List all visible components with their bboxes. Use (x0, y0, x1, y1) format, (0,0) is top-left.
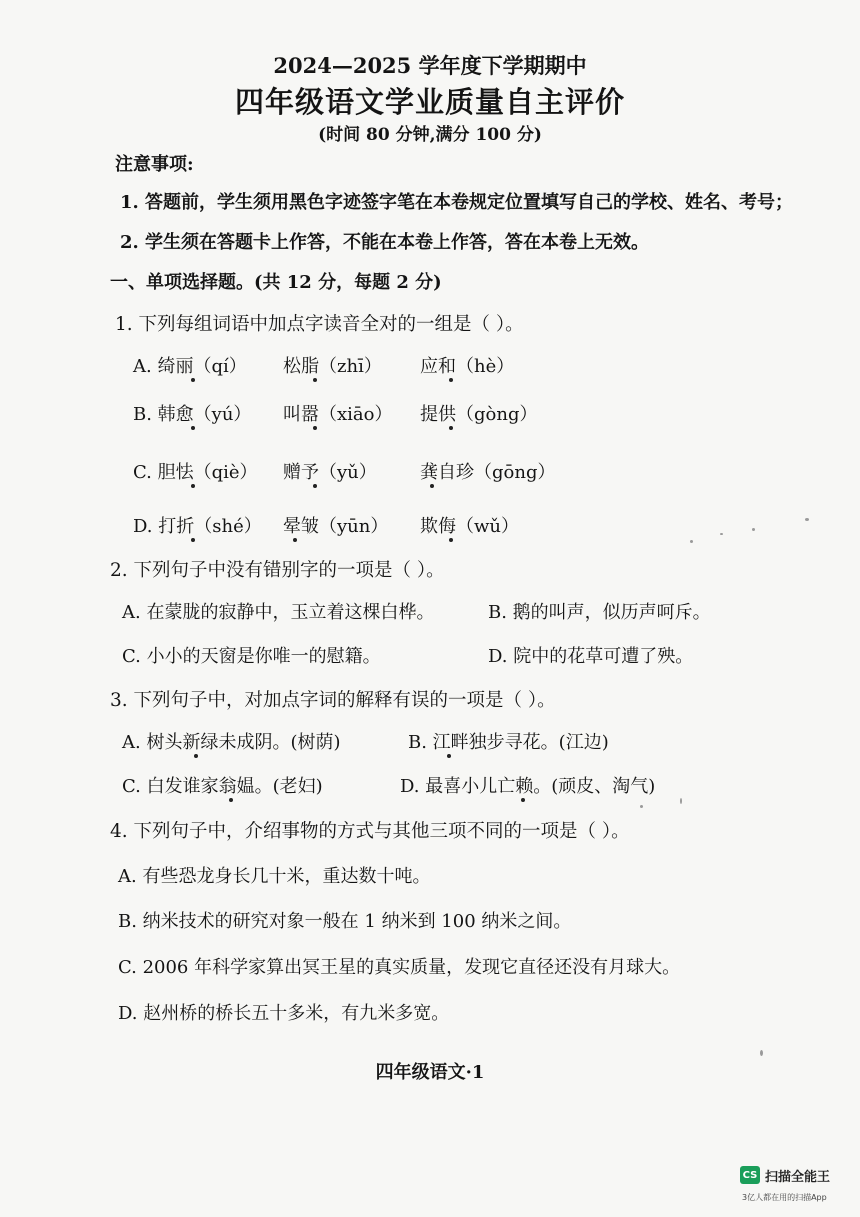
emphasis-dot (191, 484, 195, 488)
emphasis-dot (430, 484, 434, 488)
scanner-brand: 扫描全能王 (765, 1170, 831, 1185)
q1-option-c-word-3: 龚自珍（gōng） (420, 462, 556, 483)
question-stem-2: 2. 下列句子中没有错别字的一项是（ ）。 (110, 560, 445, 581)
notes-heading: 注意事项: (115, 154, 194, 175)
q1-option-d-word-2: 晕皱（yūn） (283, 516, 389, 537)
emphasis-dot (293, 538, 297, 542)
q2-option-d: D. 院中的花草可遭了殃。 (488, 646, 694, 667)
emphasis-dot (191, 538, 195, 542)
q4-option-c: C. 2006 年科学家算出冥王星的真实质量，发现它直径还没有月球大。 (118, 957, 681, 978)
q1-option-b-word-3: 提供（gòng） (420, 404, 538, 425)
q4-option-d: D. 赵州桥的桥长五十多米，有九米多宽。 (118, 1003, 450, 1024)
question-stem-3: 3. 下列句子中，对加点字词的解释有误的一项是（ ）。 (110, 690, 556, 711)
note-item-2: 2. 学生须在答题卡上作答，不能在本卷上作答，答在本卷上无效。 (120, 232, 650, 253)
q2-option-b: B. 鹅的叫声，似历声呵斥。 (488, 602, 711, 623)
emphasis-dot (449, 378, 453, 382)
question-stem-1: 1. 下列每组词语中加点字读音全对的一组是（ ）。 (115, 314, 524, 335)
emphasis-dot (191, 378, 195, 382)
scan-speck (752, 528, 755, 531)
emphasis-dot (313, 426, 317, 430)
q2-option-a: A. 在蒙胧的寂静中，玉立着这棵白桦。 (122, 602, 435, 623)
scan-speck (760, 1050, 763, 1056)
q3-option-c: C. 白发谁家翁媪。(老妇) (122, 776, 323, 797)
emphasis-dot (229, 798, 233, 802)
exam-title: 四年级语文学业质量自主评价 (234, 85, 625, 119)
emphasis-dot (194, 754, 198, 758)
scanner-tagline: 3亿人都在用的扫描App (742, 1193, 827, 1202)
emphasis-dot (449, 538, 453, 542)
note-item-1: 1. 答题前，学生须用黑色字迹签字笔在本卷规定位置填写自己的学校、姓名、考号； (120, 192, 794, 213)
q1-option-a-word-2: 松脂（zhī） (283, 356, 382, 377)
emphasis-dot (313, 484, 317, 488)
emphasis-dot (313, 378, 317, 382)
scan-speck (690, 540, 693, 543)
scan-speck (720, 533, 723, 535)
scan-speck (680, 798, 682, 804)
q4-option-a: A. 有些恐龙身长几十米，重达数十吨。 (118, 866, 431, 887)
scanner-logo-icon: CS (740, 1166, 760, 1184)
q3-option-d: D. 最喜小儿亡赖。(顽皮、淘气) (400, 776, 656, 797)
q2-option-c: C. 小小的天窗是你唯一的慰籍。 (122, 646, 381, 667)
exam-school-year: 2024—2025 学年度下学期期中 (273, 53, 587, 78)
section-heading: 一、单项选择题。(共 12 分，每题 2 分) (110, 272, 442, 293)
question-stem-4: 4. 下列句子中，介绍事物的方式与其他三项不同的一项是（ ）。 (110, 821, 630, 842)
q3-option-a: A. 树头新绿未成阴。(树荫) (122, 732, 341, 753)
q1-option-b-word-1: B. 韩愈（yú） (133, 404, 252, 425)
q1-option-b-word-2: 叫嚣（xiāo） (283, 404, 393, 425)
scan-speck (805, 518, 809, 521)
q3-option-b: B. 江畔独步寻花。(江边) (408, 732, 609, 753)
emphasis-dot (521, 798, 525, 802)
q1-option-d-word-1: D. 打折（shé） (133, 516, 262, 537)
page-footer: 四年级语文·1 (375, 1062, 485, 1083)
q1-option-c-word-1: C. 胆怯（qiè） (133, 462, 258, 483)
exam-time-info: (时间 80 分钟,满分 100 分) (318, 125, 542, 145)
emphasis-dot (447, 754, 451, 758)
q1-option-a-word-1: A. 绮丽（qí） (133, 356, 247, 377)
q1-option-a-word-3: 应和（hè） (420, 356, 515, 377)
q4-option-b: B. 纳米技术的研究对象一般在 1 纳米到 100 纳米之间。 (118, 911, 572, 932)
scan-speck (640, 805, 643, 808)
q1-option-c-word-2: 赠予（yǔ） (283, 462, 377, 483)
emphasis-dot (449, 426, 453, 430)
emphasis-dot (191, 426, 195, 430)
q1-option-d-word-3: 欺侮（wǔ） (420, 516, 519, 537)
